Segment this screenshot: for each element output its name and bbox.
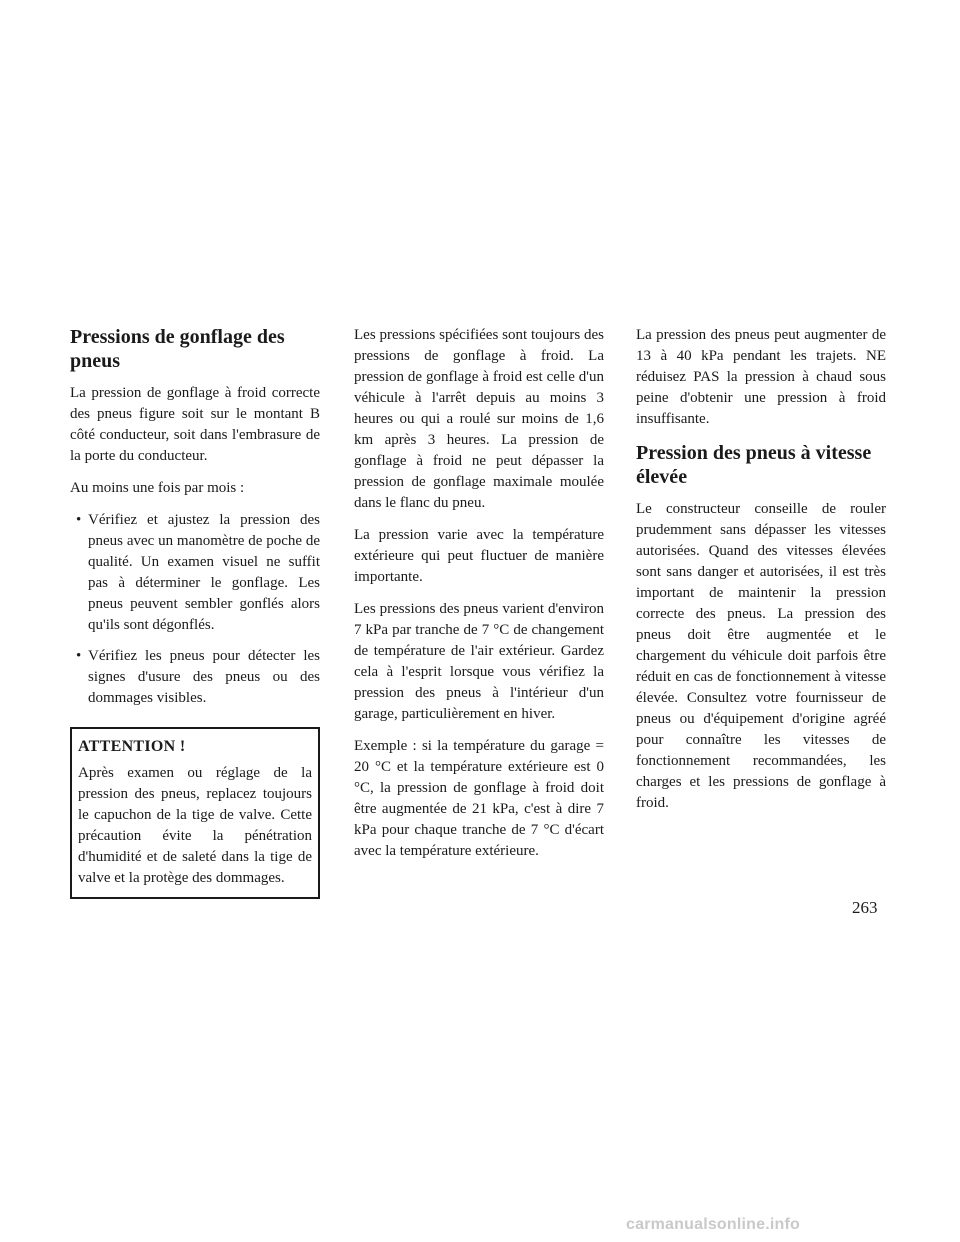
column-middle — [354, 325, 604, 873]
paragraph-location: La pression de gonflage à froid correcte des pneus figure soit sur le montant B côté conducteur, soit dans l'embrasure de la porte du conducteur. — [70, 385, 320, 464]
warning-title: ATTENTION ! — [78, 738, 186, 755]
column-left — [70, 325, 320, 899]
list-item: • Vérifiez et ajustez la pression des pneus avec un manomètre de poche de qualité. Un examen visuel ne suffit pas à déterminer le gonflage. Les pneus peuvent sembler gonflés alors qu'ils sont dégonflés. — [76, 512, 320, 633]
page-number: 263 — [852, 898, 878, 917]
paragraph-variation: Les pressions des pneus varient d'environ 7 kPa par tranche de 7 °C de changement de température de l'air extérieur. Gardez cela à l'esprit lorsque vous vérifiez la pression des pneus à l'intérieur d'un garage, particulièrement en hiver. — [354, 601, 604, 722]
section-heading-inflation: Pressions de gonflage des pneus — [70, 326, 285, 372]
paragraph-hot-pressure: La pression des pneus peut augmenter de 13 à 40 kPa pendant les trajets. NE réduisez PAS la pression à chaud sous peine d'obtenir une pression à froid insuffisante. — [636, 327, 886, 427]
paragraph-monthly: Au moins une fois par mois : — [70, 480, 245, 496]
warning-text: Après examen ou réglage de la pression des pneus, replacez toujours le capuchon de la tige de valve. Cette précaution évite la pénétration d'humidité et de saleté dans la tige de valve et la protège des dommages. — [78, 765, 312, 886]
paragraph-cold-pressure: Les pressions spécifiées sont toujours des pressions de gonflage à froid. La pression de gonflage à froid est celle d'un véhicule à l'arrêt depuis au moins 3 heures ou qui a roulé sur moins de 1,6 km après 3 heures. La pression de gonflage à froid ne peut dépasser la pression de gonflage maximale moulée dans le flanc du pneu. — [354, 327, 604, 511]
list-item: • Vérifiez les pneus pour détecter les signes d'usure des pneus ou des dommages visibles. — [76, 648, 320, 706]
bullet-icon: • — [76, 512, 82, 528]
section-heading-high-speed: Pression des pneus à vitesse élevée — [636, 442, 872, 488]
column-right — [636, 325, 886, 825]
paragraph-temperature: La pression varie avec la température extérieure qui peut fluctuer de manière importante. — [354, 527, 604, 585]
paragraph-high-speed: Le constructeur conseille de rouler prudemment sans dépasser les vitesses autorisées. Quand des vitesses élevées sont sans danger et autorisées, il est très important de maintenir la pression correcte des pneus. La pression des pneus doit être augmentée et le chargement du véhicule doit parfois être réduit en cas de fonctionnement à vitesse élevée. Consultez votre fournisseur de pneus ou d'équipement d'origine agréé pour connaître les vitesses de fonctionnement recommandées, les charges et les pressions de gonflage à froid. — [636, 501, 886, 811]
bullet-list — [70, 510, 320, 709]
bullet-icon: • — [76, 648, 82, 664]
warning-box — [70, 727, 320, 899]
paragraph-example: Exemple : si la température du garage = 20 °C et la température extérieure est 0 °C, la pression de gonflage à froid doit être augmentée de 21 kPa, c'est à dire 7 kPa pour chaque tranche de 7 °C d'écart avec la température extérieure. — [354, 738, 604, 859]
footer-watermark: carmanualsonline.info — [626, 1216, 801, 1233]
